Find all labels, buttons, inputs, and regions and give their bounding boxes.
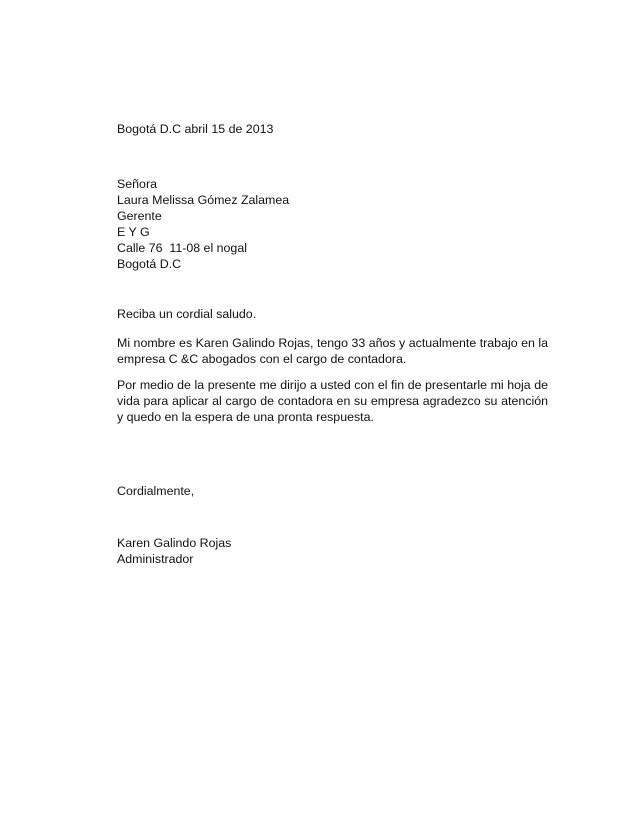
signature-title: Administrador — [117, 552, 194, 566]
body-paragraph-2: Por medio de la presente me dirijo a usted con el fin de presentarle mi hoja de vida para aplicar al cargo de contadora en su empresa agradezco su atención y quedo en la espera de una pronta respuesta. — [117, 378, 548, 424]
recipient-position: Gerente — [117, 209, 162, 223]
recipient-block — [117, 176, 289, 272]
greeting: Reciba un cordial saludo. — [117, 307, 257, 321]
recipient-title: Señora — [117, 177, 157, 191]
letter-date: Bogotá D.C abril 15 de 2013 — [117, 122, 274, 136]
closing: Cordialmente, — [117, 484, 195, 498]
signature-name: Karen Galindo Rojas — [117, 536, 232, 550]
recipient-address: Calle 76 11-08 el nogal — [117, 241, 247, 255]
recipient-city: Bogotá D.C — [117, 257, 182, 271]
body-paragraph-1: Mi nombre es Karen Galindo Rojas, tengo 33 años y actualmente trabajo en la empresa C &C abogados con el cargo de contadora. — [117, 336, 548, 366]
recipient-name: Laura Melissa Gómez Zalamea — [117, 193, 290, 207]
recipient-company: E Y G — [117, 225, 150, 239]
signature-block — [117, 535, 231, 567]
